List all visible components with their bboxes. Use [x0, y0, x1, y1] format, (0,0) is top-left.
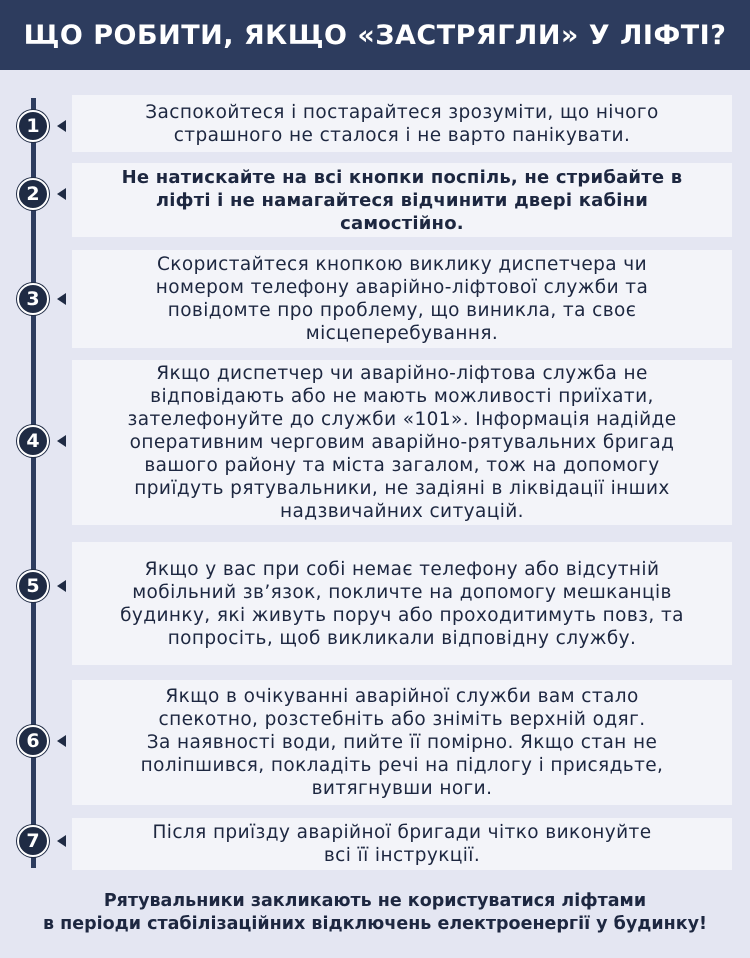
footer-line: Рятувальники закликають не користуватися ліфтами: [103, 891, 647, 911]
step-text-line: Після приїзду аварійної бригади чітко виконуйте: [152, 822, 652, 843]
step-text-line: відповідають або не мають можливості приїхати,: [150, 386, 654, 407]
step-card: [72, 542, 732, 665]
step-text-line: Якщо в очікуванні аварійної служби вам стало: [165, 686, 639, 707]
step-text-line: ліфті і не намагайтеся відчинити двері кабіни: [155, 189, 649, 211]
step-text-line: попросіть, щоб викликали відповідну службу.: [167, 627, 637, 649]
step-text-line: вашого району та міста загалом, тож на допомогу: [144, 455, 660, 476]
step-text-line: самостійно.: [340, 212, 464, 234]
pointer-arrow-icon: [57, 580, 66, 592]
step-text-line: надзвичайних ситуацій.: [280, 501, 524, 522]
step-text-line: місцеперебування.: [305, 323, 499, 344]
pointer-arrow-icon: [57, 188, 66, 200]
step-number-badge: 3: [17, 283, 49, 315]
step-text-line: Не натискайте на всі кнопки поспіль, не стрибайте в: [121, 166, 683, 188]
step-card: [72, 818, 732, 870]
step-number-badge: 7: [17, 825, 49, 857]
footer-line: в періоди стабілізаційних відключень електроенергії у будинку!: [42, 914, 708, 934]
footer-notice: [0, 890, 750, 936]
page-title: ЩО РОБИТИ, ЯКЩО «ЗАСТРЯГЛИ» У ЛІФТІ?: [23, 19, 727, 51]
step-text-line: повідомте про проблему, що виникла, та своє: [167, 300, 637, 321]
step-number-badge: 6: [17, 725, 49, 757]
header-banner: [0, 0, 750, 70]
step-text-line: страшного не сталося і не варто панікувати.: [173, 124, 631, 146]
step-number-badge: 2: [17, 178, 49, 210]
step-text-line: приїдуть рятувальники, не задіяні в ліквідації інших: [134, 478, 670, 499]
step-card: [72, 95, 732, 152]
step-card: [72, 163, 732, 237]
pointer-arrow-icon: [57, 435, 66, 447]
step-number-badge: 1: [17, 110, 49, 142]
pointer-arrow-icon: [57, 735, 66, 747]
step-text-line: Заспокойтеся і постарайтеся зрозуміти, що нічого: [145, 101, 659, 123]
step-text-line: мобільний зв’язок, покличте на допомогу мешканців: [132, 581, 672, 603]
step-text-line: витягнувши ноги.: [311, 778, 493, 799]
step-text-line: Скористайтеся кнопкою виклику диспетчера чи: [156, 254, 648, 275]
step-text-line: будинку, які живуть поруч або проходитимуть повз, та: [120, 604, 684, 626]
step-text-line: всі її інструкції.: [323, 845, 481, 866]
step-card: [72, 680, 732, 805]
step-card: [72, 250, 732, 348]
step-text-line: Якщо диспетчер чи аварійно-ліфтова служба не: [156, 363, 648, 384]
step-number-badge: 4: [17, 425, 49, 457]
step-number-badge: 5: [17, 570, 49, 602]
pointer-arrow-icon: [57, 293, 66, 305]
step-text-line: зателефонуйте до служби «101». Інформація надійде: [127, 409, 677, 430]
step-text-line: спекотно, розстебніть або зніміть верхній одяг.: [158, 709, 646, 730]
step-text-line: За наявності води, пийте її помірно. Якщо стан не: [146, 732, 658, 753]
step-text-line: поліпшився, покладіть речі на підлогу і присядьте,: [140, 755, 664, 776]
pointer-arrow-icon: [57, 835, 66, 847]
step-text-line: номером телефону аварійно-ліфтової служби та: [155, 277, 649, 298]
pointer-arrow-icon: [57, 120, 66, 132]
step-text-line: оперативним черговим аварійно-рятувальних бригад: [129, 432, 675, 453]
step-card: [72, 360, 732, 525]
step-text-line: Якщо у вас при собі немає телефону або відсутній: [144, 558, 660, 580]
